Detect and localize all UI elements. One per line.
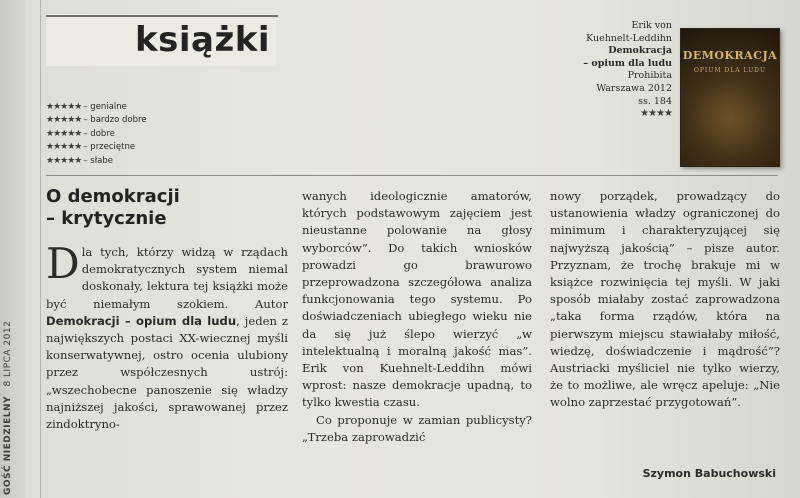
rating-legend [46,101,147,168]
cover-title: DEMOKRACJA [682,49,778,62]
article-title-line: – krytycznie [46,208,167,229]
legend-row [46,114,147,127]
star-rating-icon: ★★★★★ [46,128,82,139]
paragraph: nowy porządek, prowadzący do ustanowienia władzy ograniczonej do minimum i charakteryzującej się najwyższą jakością” – pisze autor. Przyznam, że trochę brakuje mi w książce rozwinięcia tej myśli. W jaki sposób miałaby zostać zaprowadzona „taka forma rządów, która na pierwszym miejscu stawiałaby miłość, wiedzę, doświadczenie i mądrość”? Austriacki myśliciel nie tylko wierzy, że to możliwe, ale wręcz apeluje: „Nie wolno zaprzestać przygotowań”. [550,189,780,410]
book-cover-image [680,28,780,167]
legend-label: – bardzo dobre [83,115,147,126]
section-heading-rule [46,15,278,17]
star-rating-icon: ★★★★★ [46,102,82,112]
paragraph [46,239,289,433]
text-run: la tych, którzy widzą w rządach demokratycznych system niemal doskonały, lektura tej książki może być niemałym szokiem. Autor [46,245,288,311]
book-title-inline: Demokracji – opium dla ludu [46,313,237,328]
article-title [46,186,286,230]
paragraph: Co proponuje w zamian publicysty? „Trzeba zaprowadzić [302,412,532,444]
cover-subtitle: OPIUM DLA LUDU [693,67,767,74]
drop-cap: D [46,239,80,288]
text-run: , jeden z największych postaci XX-wiecznej myśli konserwatywnej, ostro ocenia ulubiony przez współczesnych ustrój: „wszechobecne panoszenie się władzy najniższej jakości, sprawowanej przez zindoktryno- [46,313,289,432]
legend-row [46,101,147,114]
article-title-line: O demokracji [46,186,180,207]
legend-label: – dobre [83,128,115,139]
book-title: – opium dla ludu [583,57,672,69]
publication-name: GOŚĆ NIEDZIELNY [3,395,13,495]
star-rating-icon: ★★★★★ [46,142,82,153]
legend-label: – genialne [83,102,127,112]
article-column-3 [550,188,780,412]
book-details [532,20,672,121]
issue-date: 8 LIPCA 2012 [3,320,13,387]
legend-row [46,141,147,154]
book-rating-icon: ★★★★ [640,108,672,120]
publication-margin [3,321,13,495]
legend-label: – słabe [83,155,113,166]
star-rating-icon: ★★★★★ [46,155,82,166]
book-author: Kuehnelt-Leddihn [586,32,672,44]
legend-row [46,128,147,141]
article-byline: Szymon Babuchowski [642,467,776,480]
section-heading: książki [135,20,271,60]
article-divider [46,175,778,176]
margin-rule [40,0,41,498]
paragraph: wanych ideologicznie amatorów, których podstawowym zajęciem jest nieustanne polowanie na głosy wyborców”. Do takich wniosków prowadzi go brawurowo przeprowadzona szczegółowa analiza funkcjonowania tego systemu. Po doświadczeniach ubiegłego wieku nie da się już ślepo wierzyć „w intelektualną i moralną jakość mas”. Erik von Kuehnelt-Leddihn mówi wprost: nasze demokracje upadną, to tylko kwestia czasu. [302,189,532,410]
book-author: Erik von [631,20,672,31]
book-title: Demokracja [608,45,672,57]
legend-label: – przeciętne [83,142,136,153]
book-place-year: Warszawa 2012 [596,82,672,94]
article-column-1 [46,239,289,433]
legend-row [46,155,147,168]
book-publisher: Prohibita [627,70,672,82]
star-rating-icon: ★★★★★ [46,115,82,126]
book-pages: ss. 184 [638,95,672,107]
article-column-2 [302,188,532,446]
